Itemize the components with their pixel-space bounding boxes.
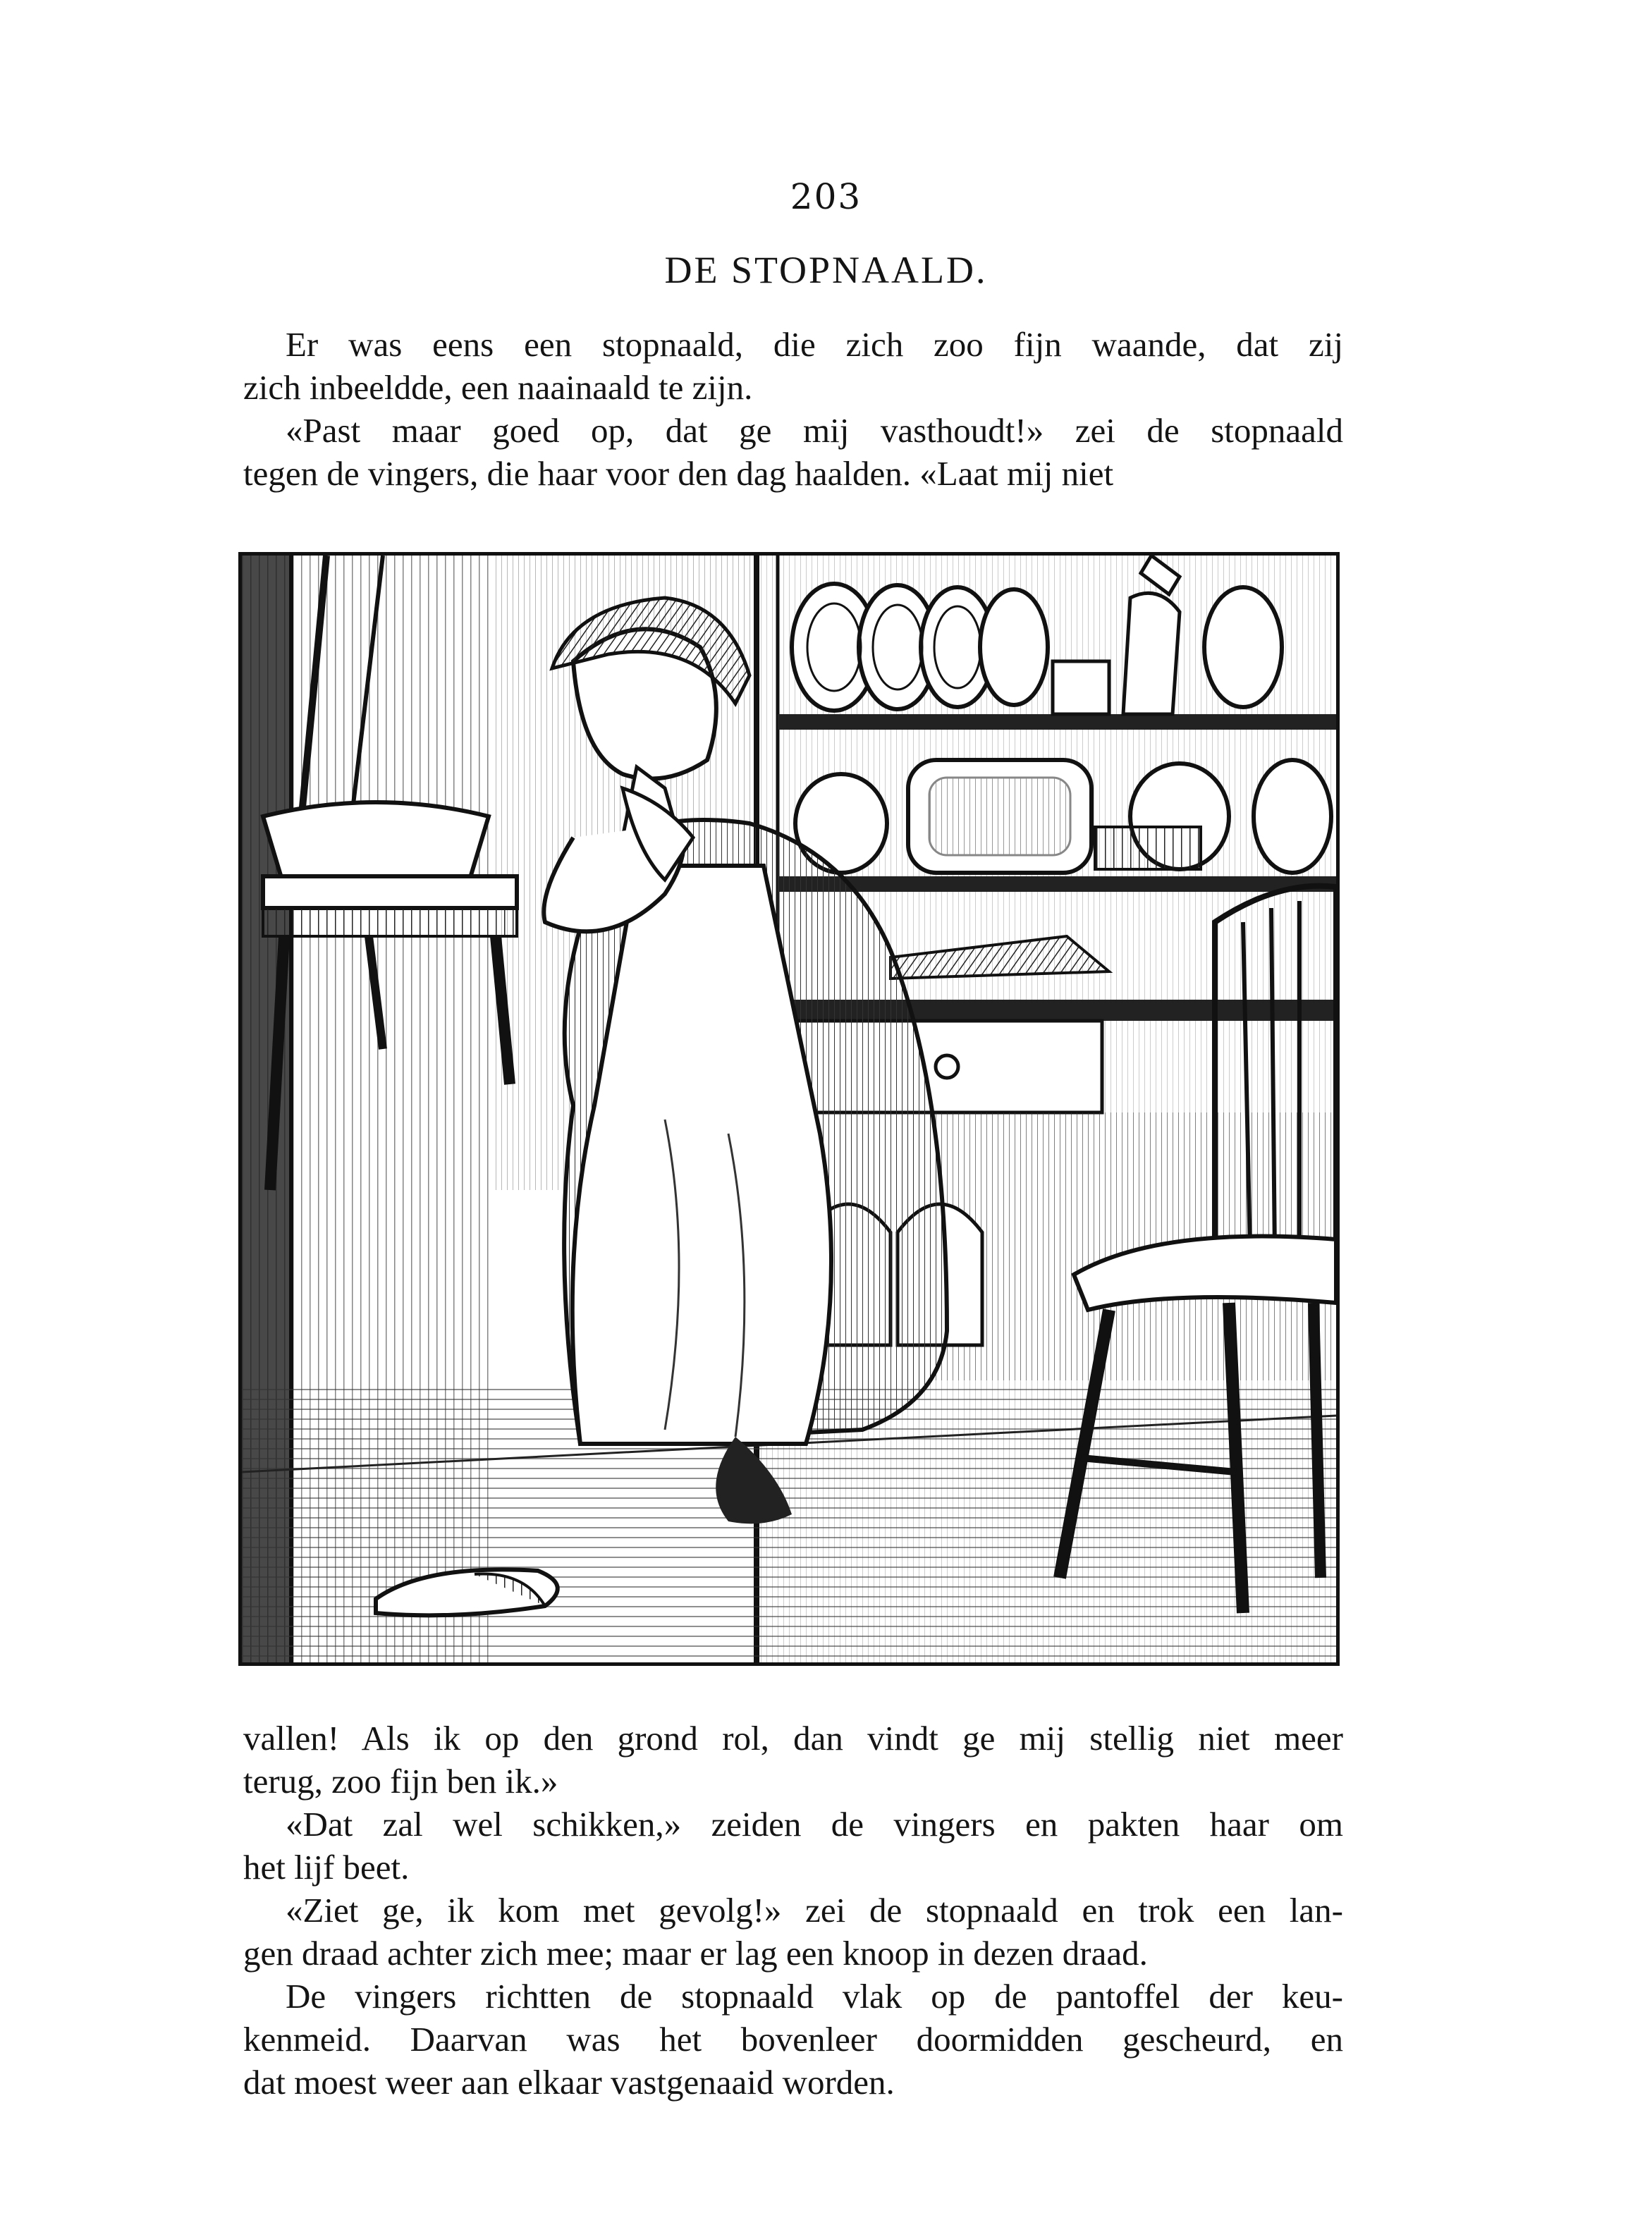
page-number: 203	[790, 176, 862, 217]
text-line: gen draad achter zich mee; maar er lag een knoop in dezen draad.	[243, 1934, 1148, 1973]
text-line: Er was eens een stopnaald, die zich zoo fijn waande, dat zij	[286, 325, 1343, 364]
text-line: tegen de vingers, die haar voor den dag haalden. «Laat mij niet	[243, 454, 1114, 493]
text-line: vallen! Als ik op den grond rol, dan vindt ge mij stellig niet meer	[243, 1719, 1343, 1758]
paragraph	[243, 1717, 1343, 1803]
text-line: «Dat zal wel schikken,» zeiden de vingers en pakten haar om	[286, 1805, 1343, 1844]
text-line: zich inbeeldde, een naainaald te zijn.	[243, 368, 753, 407]
text-top	[243, 323, 1343, 495]
paragraph	[243, 323, 1343, 409]
paragraph	[243, 1803, 1343, 1889]
text-line: «Ziet ge, ik kom met gevolg!» zei de stopnaald en trok een lan-	[286, 1891, 1343, 1930]
chapter-title: DE STOPNAALD.	[664, 249, 988, 291]
text-line: kenmeid. Daarvan was het bovenleer doormidden gescheurd, en	[243, 2020, 1343, 2059]
paragraph	[243, 409, 1343, 495]
text-line: terug, zoo fijn ben ik.»	[243, 1762, 558, 1801]
paragraph	[243, 1975, 1343, 2104]
kitchen-maid-engraving-icon	[238, 552, 1340, 1666]
text-bottom	[243, 1717, 1343, 2104]
text-line: het lijf beet.	[243, 1848, 410, 1887]
text-line: «Past maar goed op, dat ge mij vasthoudt!» zei de stopnaald	[286, 411, 1343, 450]
text-line: dat moest weer aan elkaar vastgenaaid worden.	[243, 2063, 895, 2102]
text-line: De vingers richtten de stopnaald vlak op de pantoffel der keu-	[286, 1977, 1343, 2016]
paragraph	[243, 1889, 1343, 1975]
illustration-svg	[242, 556, 1336, 1662]
